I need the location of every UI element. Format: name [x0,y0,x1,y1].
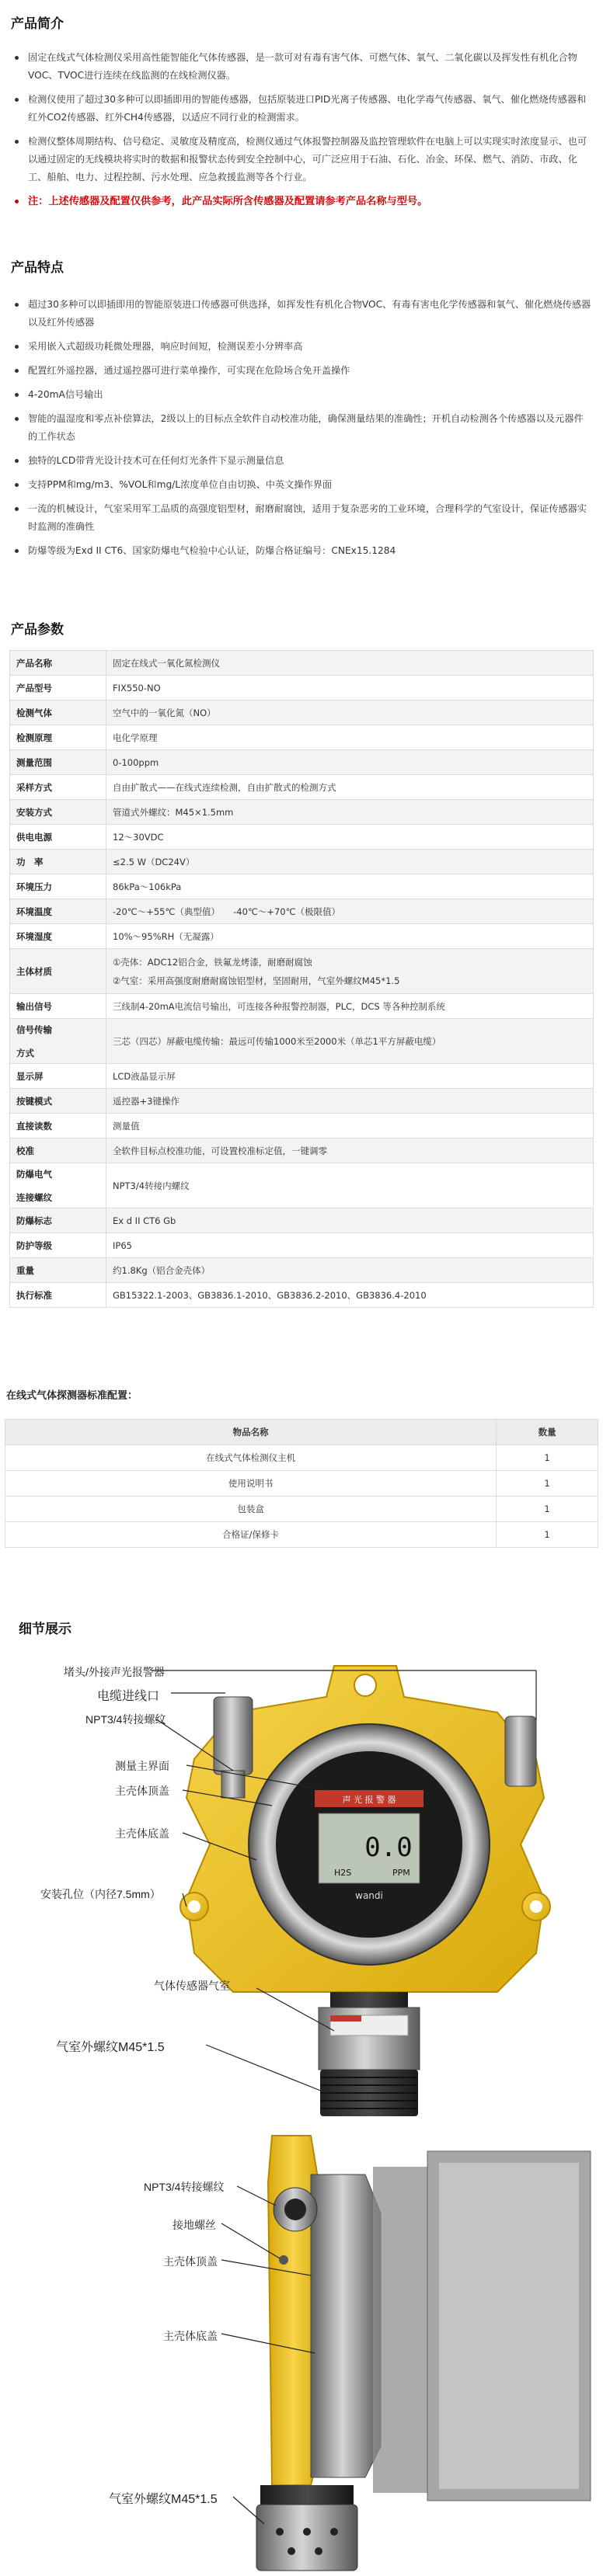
param-value: 0-100ppm [106,750,594,775]
bullet-icon [15,200,19,203]
table-row [10,1163,594,1208]
param-value: 管道式外螺纹：M45×1.5mm [106,800,594,825]
details-title: 细节展示 [19,1622,71,1636]
label-alarm: 堵头/外接声光报警器 [64,1666,165,1678]
table-row [5,1522,598,1548]
table-row [10,750,594,775]
bullet-icon [15,345,19,349]
item-name: 合格证/保修卡 [5,1522,497,1548]
table-row [10,1258,594,1283]
param-key: 采样方式 [10,775,106,800]
list-item: 超过30多种可以即插即用的智能原装进口传感器可供选择，如挥发性有机化合物VOC、有毒有害电化学传感器和氧气、催化燃烧传感器以及红外传感器 [11,296,592,332]
table-row [5,1497,598,1522]
param-key: 主体材质 [10,949,106,994]
item-qty: 1 [497,1445,598,1471]
table-row [10,1089,594,1114]
list-item: 采用嵌入式超级功耗微处理器，响应时间短，检测误差小分辨率高 [11,338,592,356]
param-value: 10%～95%RH（无凝露） [106,924,594,949]
display-banner-text: 声 光 报 警 器 [342,1795,396,1805]
table-row [10,994,594,1019]
label-side-top-shell: 主壳体顶盖 [163,2255,218,2268]
param-key: 环境温度 [10,899,106,924]
param-value: -20℃～+55℃（典型值） -40℃～+70℃（极限值） [106,899,594,924]
table-row [10,825,594,850]
param-key: 环境压力 [10,874,106,899]
params-section [0,618,603,1308]
list-item: 智能的温湿度和零点补偿算法，2级以上的目标点全软件自动校准功能，确保测量结果的准确性；开机自动检测各个传感器以及元器件的工作状态 [11,410,592,446]
param-key: 防爆标志 [10,1208,106,1233]
table-row [10,1064,594,1089]
side-device-illustration [0,2120,603,2576]
display-value: 0.0 [364,1832,413,1863]
table-row [10,899,594,924]
param-value: 约1.8Kg（铝合金壳体） [106,1258,594,1283]
param-value: Ex d II CT6 Gb [106,1208,594,1233]
param-value: 全软件目标点校准功能，可设置校准标定值，一键调零 [106,1139,594,1163]
param-value: 电化学原理 [106,725,594,750]
param-key: 防爆电气 连接螺纹 [10,1163,106,1208]
list-item: 支持PPM和mg/m3、%VOL和mg/L浓度单位自由切换、中英文操作界面 [11,476,592,494]
param-key: 校准 [10,1139,106,1163]
table-row [10,775,594,800]
param-key: 环境湿度 [10,924,106,949]
param-value: GB15322.1-2003、GB3836.1-2010、GB3836.2-2010、GB3836.4-2010 [106,1283,594,1308]
intro-section [0,12,603,217]
label-side-npt: NPT3/4转接螺纹 [144,2181,225,2193]
param-value: 测量值 [106,1114,594,1139]
param-key: 产品型号 [10,676,106,700]
param-value: FIX550-NO [106,676,594,700]
label-npt: NPT3/4转接螺纹 [85,1713,166,1726]
table-row [10,700,594,725]
table-row [10,874,594,899]
table-row [5,1471,598,1497]
header-quantity: 数量 [497,1420,598,1445]
table-header-row [5,1420,598,1445]
header-item-name: 物品名称 [5,1420,497,1445]
param-value: 空气中的一氧化氮（NO） [106,700,594,725]
params-title: 产品参数 [11,622,64,637]
bullet-icon [15,483,19,487]
param-key: 测量范围 [10,750,106,775]
param-value: NPT3/4转接内螺纹 [106,1163,594,1208]
table-row [10,1139,594,1163]
list-item: 独特的LCD带背光设计技术可在任何灯光条件下显示测量信息 [11,452,592,470]
brand-logo: wandi [355,1890,383,1901]
param-key: 直接读数 [10,1114,106,1139]
param-key: 功 率 [10,850,106,874]
param-value: 三线制4-20mA电流信号输出，可连接各种报警控制器，PLC，DCS 等各种控制系统 [106,994,594,1019]
item-qty: 1 [497,1471,598,1497]
item-qty: 1 [497,1497,598,1522]
table-row [10,949,594,994]
intro-list [0,49,603,210]
param-key: 重量 [10,1258,106,1283]
label-cable: 电缆进线口 [97,1690,160,1703]
features-title: 产品特点 [11,260,64,275]
param-value: LCD液晶显示屏 [106,1064,594,1089]
label-side-bottom-shell: 主壳体底盖 [163,2330,218,2342]
param-value: 12～30VDC [106,825,594,850]
param-value: 三芯（四芯）屏蔽电缆传输：最远可传输1000米至2000米（单芯1平方屏蔽电缆） [106,1019,594,1064]
list-item: 防爆等级为Exd II CT6、国家防爆电气检验中心认证，防爆合格证编号：CNEx15.1284 [11,542,592,560]
params-table [9,650,594,1308]
table-row [10,1208,594,1233]
table-row [10,800,594,825]
bullet-icon [15,303,19,307]
table-row [10,1019,594,1064]
item-name: 在线式气体检测仪主机 [5,1445,497,1471]
bullet-icon [15,98,19,102]
list-item: 检测仪整体周期结构、信号稳定、灵敏度及精度高，检测仪通过气体报警控制器及监控管理软件在电脑上可以实现实时浓度显示、也可以通过固定的无线模块将实时的数据和报警状态传到安全控制中心，可广泛应用于石油、石化、冶金、环保、燃气、消防、市政、化工、船舶、电力、过程控制、污水处理、应急救援监测等各个行业。 [11,133,592,186]
param-key: 检测气体 [10,700,106,725]
table-row [10,676,594,700]
label-ground: 接地螺丝 [173,2219,216,2231]
param-value: 86kPa～106kPa [106,874,594,899]
param-value: 固定在线式一氧化氮检测仪 [106,651,594,676]
display-gas: H2S [334,1868,352,1878]
bullet-icon [15,369,19,373]
label-chamber: 气体传感器气室 [154,1980,230,1992]
table-row [10,850,594,874]
param-key: 产品名称 [10,651,106,676]
features-list [0,296,603,560]
list-item: 检测仪使用了超过30多种可以即插即用的智能传感器，包括原装进口PID光离子传感器、电化学毒气传感器、氧气、催化燃烧传感器和红外CO2传感器、红外CH4传感器，以适应不同行业的检测需求。 [11,91,592,127]
item-qty: 1 [497,1522,598,1548]
list-item: 4-20mA信号输出 [11,386,592,404]
param-key: 检测原理 [10,725,106,750]
param-key: 显示屏 [10,1064,106,1089]
display-unit: PPM [392,1868,410,1878]
table-row [10,651,594,676]
table-row [10,1114,594,1139]
standard-title: 在线式气体探测器标准配置： [6,1390,138,1402]
bullet-icon [15,393,19,397]
bullet-icon [15,140,19,144]
standard-section [0,1387,603,1548]
standard-table [5,1419,598,1548]
label-mount: 安装孔位（内径7.5mm） [40,1888,161,1900]
item-name: 包装盒 [5,1497,497,1522]
label-screen: 测量主界面 [115,1760,169,1772]
front-view-diagram [0,1643,603,2120]
bullet-icon [15,459,19,463]
bullet-icon [15,56,19,60]
table-row [10,725,594,750]
intro-title: 产品简介 [11,16,64,31]
item-name: 使用说明书 [5,1471,497,1497]
bullet-icon [15,507,19,511]
param-key: 执行标准 [10,1283,106,1308]
list-item: 配置红外遥控器，通过遥控器可进行菜单操作，可实现在危险场合免开盖操作 [11,362,592,380]
side-view-diagram [0,2120,603,2576]
param-value: ①壳体：ADC12铝合金，铁氟龙烤漆，耐磨耐腐蚀 ②气室：采用高强度耐磨耐腐蚀铝型材，坚固耐用，气室外螺纹M45*1.5 [106,949,594,994]
label-side-thread: 气室外螺纹M45*1.5 [109,2493,218,2506]
list-item: 固定在线式气体检测仪采用高性能智能化气体传感器，是一款可对有毒有害气体、可燃气体、氧气、二氧化碳以及挥发性有机化合物VOC、TVOC进行连续在线监测的在线检测仪器。 [11,49,592,85]
param-value: 自由扩散式——在线式连续检测，自由扩散式的检测方式 [106,775,594,800]
features-section [0,256,603,566]
label-bottom-shell: 主壳体底盖 [115,1827,169,1840]
param-value: IP65 [106,1233,594,1258]
list-item: 一流的机械设计，气室采用军工品质的高强度铝型材，耐磨耐腐蚀，适用于复杂恶劣的工业环境，合理科学的气室设计，保证传感器实时监测的准确性 [11,500,592,536]
table-row [10,924,594,949]
table-row [10,1233,594,1258]
param-key: 信号传输 方式 [10,1019,106,1064]
param-key: 供电电源 [10,825,106,850]
param-key: 按键模式 [10,1089,106,1114]
param-key: 防护等级 [10,1233,106,1258]
param-value: ≤2.5 W（DC24V） [106,850,594,874]
label-thread: 气室外螺纹M45*1.5 [56,2041,165,2054]
param-key: 输出信号 [10,994,106,1019]
bullet-icon [15,549,19,553]
param-key: 安装方式 [10,800,106,825]
table-row [10,1283,594,1308]
table-row [5,1445,598,1471]
param-value: 遥控器+3键操作 [106,1089,594,1114]
bullet-icon [15,417,19,421]
label-top-shell: 主壳体顶盖 [115,1785,169,1797]
warning-note: 注：上述传感器及配置仅供参考，此产品实际所含传感器及配置请参考产品名称与型号。 [11,193,592,210]
